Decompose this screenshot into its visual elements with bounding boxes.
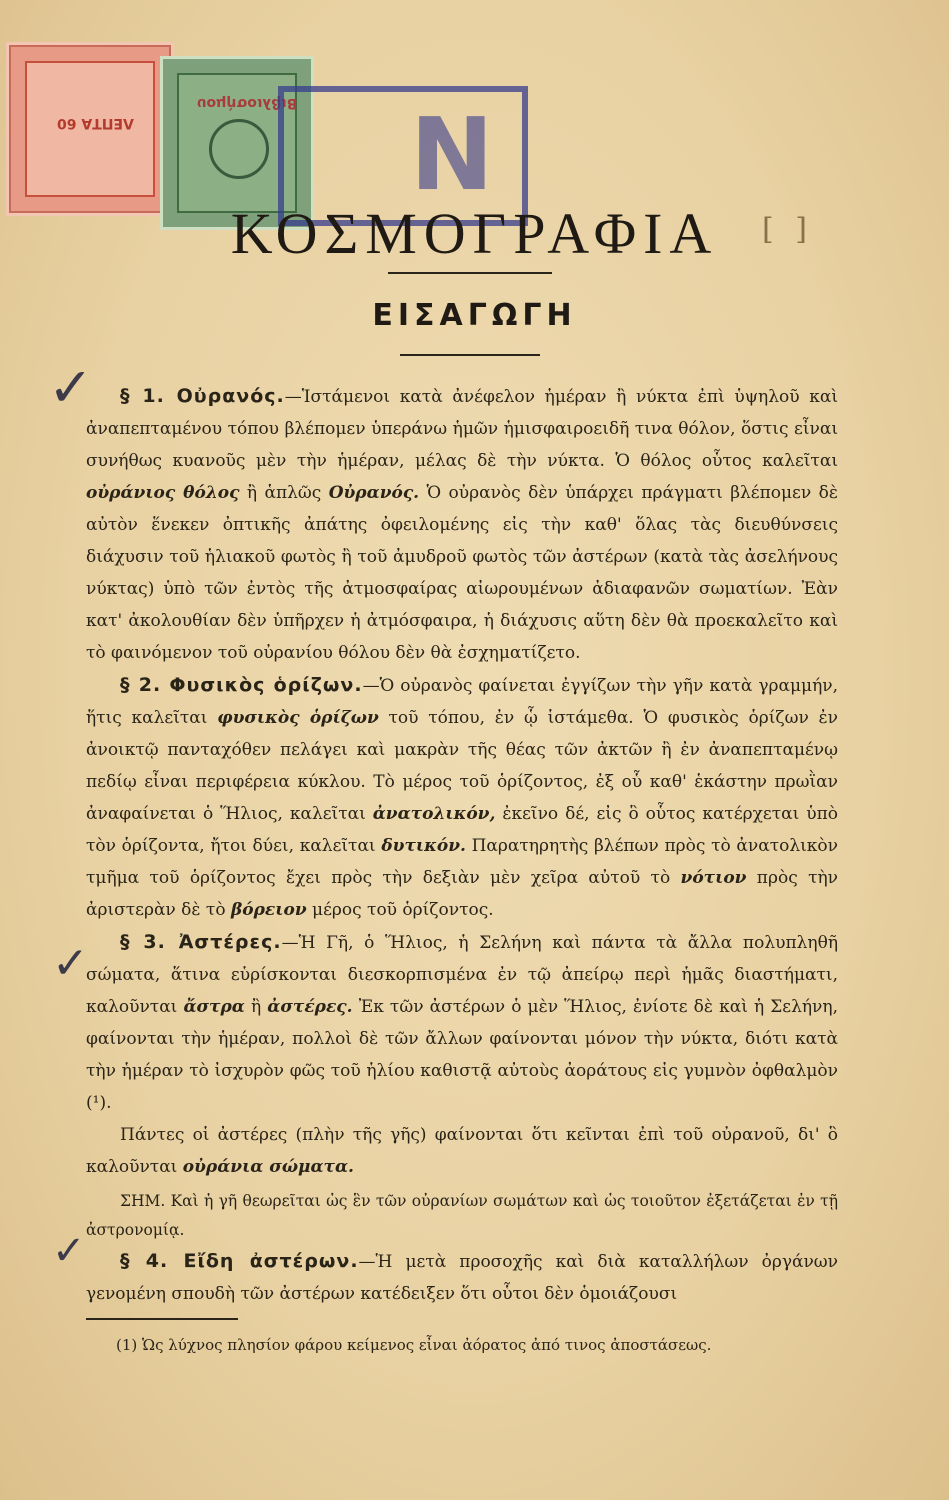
emphasis: φυσικὸς ὁρίζων bbox=[217, 708, 379, 728]
stamp-overprint: Βιβλιοσήμου bbox=[197, 95, 298, 111]
paragraph-section-2 bbox=[86, 669, 838, 926]
section-title: ΕΙΣΑΓΩΓΗ bbox=[372, 298, 577, 333]
note-paragraph: ΣΗΜ. Καὶ ἡ γῆ θεωρεῖται ὡς ἓν τῶν οὐρανίων σωμάτων καὶ ὡς τοιοῦτον ἐξετάζεται ἐν τῇ ἀστρονομίᾳ. bbox=[86, 1192, 838, 1239]
section-heading: § 2. Φυσικὸς ὁρίζων. bbox=[120, 674, 363, 696]
title-divider bbox=[388, 272, 552, 274]
text-run: Ἐκ τῶν ἀστέρων ὁ μὲν Ἥλιος, ἐνίοτε δὲ καὶ ἡ Σελήνη, φαίνονται τὴν ἡμέραν, πολλοὶ δὲ τῶν ἄλλων φαίνονται μόνον τὴν νύκτα, διότι κατὰ τὴν ἡμέραν τὸ ἰσχυρὸν φῶς τοῦ ἡλίου καθιστᾷ αὐτοὺς ἀοράτους εἰς γυμνὸν ὀφθαλμὸν (¹). bbox=[86, 997, 838, 1113]
text-run: Ὁ οὐρανὸς δὲν ὑπάρχει πράγματι βλέπομεν δὲ αὐτὸν ἕνεκεν ὀπτικῆς ἀπάτης ὀφειλομένης εἰς τὴν καθ' ὅλας τὰς διευθύνσεις διάχυσιν τοῦ ἡλιακοῦ φωτὸς ἢ τοῦ ἀμυδροῦ φωτὸς τῶν ἀστέρων (κατὰ τὰς ἀσελήνους νύκτας) ὑπὸ τῶν ἐντὸς τῆς ἀτμοσφαίρας αἰωρουμένων ἀδιαφανῶν σωματίων. Ἐὰν κατ' ἀκολουθίαν δὲν ὑπῆρχεν ἡ ἀτμόσφαιρα, ἡ διάχυσις αὕτη δὲν θὰ προεκαλεῖτο καὶ τὸ φαινόμενον τοῦ οὐρανίου θόλου δὲν θὰ ἐσχηματίζετο. bbox=[86, 483, 838, 663]
paragraph-section-4 bbox=[86, 1245, 838, 1310]
page-title: ΚΟΣΜΟΓΡΑΦΙΑ bbox=[230, 201, 719, 266]
stamp-emblem-icon bbox=[209, 119, 269, 179]
text-run: Παρατηρητὴς βλέπων πρὸς τὸ ἀνατολικὸν τμῆμα τοῦ ὁρίζοντος ἔχει πρὸς τὴν δεξιὰν μὲν χεῖρα αὐτοῦ τὸ bbox=[86, 836, 838, 888]
cancellation-letter: N bbox=[410, 96, 494, 213]
text-run: ἐκεῖνο δέ, εἰς ὃ οὗτος κατέρχεται ὑπὸ τὸν ὁρίζοντα, ἤτοι δύει, καλεῖται bbox=[86, 804, 838, 856]
revenue-stamp-red bbox=[6, 42, 174, 216]
paragraph-section-3 bbox=[86, 926, 838, 1119]
section-heading: § 4. Εἴδη ἀστέρων. bbox=[120, 1250, 359, 1272]
stamp-red-label: ΛΕΠΤΑ 60 bbox=[57, 115, 134, 131]
text-run: —Ὁ οὐρανὸς φαίνεται ἐγγίζων τὴν γῆν κατὰ γραμμήν, ἥτις καλεῖται bbox=[86, 676, 838, 728]
footnote-divider bbox=[86, 1318, 238, 1320]
text-run: —Ἡ Γῆ, ὁ Ἥλιος, ἡ Σελήνη καὶ πάντα τὰ ἄλλα πολυπληθῆ σώματα, ἅτινα εὑρίσκονται διεσκορπισμένα ἐν τῷ ἀπείρῳ περὶ ἡμᾶς διαστήματι, καλοῦνται bbox=[86, 933, 839, 1017]
handwritten-check-icon: ✓ bbox=[48, 356, 94, 419]
text-run: —Ἱστάμενοι κατὰ ἀνέφελον ἡμέραν ἢ νύκτα ἐπὶ ὑψηλοῦ καὶ ἀναπεπταμένου τόπου βλέπομεν ὑπεράνω ἡμῶν ἡμισφαιροειδῆ τινα θόλον, ὅστις εἶναι συνήθως κυανοῦς μὲν τὴν ἡμέραν, μέλας δὲ τὴν νύκτα. Ὁ θόλος οὗτος καλεῖται bbox=[86, 387, 838, 471]
emphasis: νότιον bbox=[680, 868, 747, 888]
emphasis: ἀνατολικόν, bbox=[372, 804, 496, 824]
section-heading: § 1. Οὐρανός. bbox=[120, 385, 285, 407]
emphasis: οὐράνιος θόλος bbox=[86, 483, 240, 503]
emphasis: βόρειον bbox=[230, 900, 307, 920]
emphasis: δυτικόν. bbox=[381, 836, 466, 856]
text-run: μέρος τοῦ ὁρίζοντος. bbox=[306, 900, 494, 920]
paragraph-section-1 bbox=[86, 380, 838, 669]
body-text bbox=[86, 380, 838, 1310]
emphasis: ἄστρα bbox=[183, 997, 245, 1017]
section-heading: § 3. Ἀστέρες. bbox=[120, 931, 282, 953]
subtitle-divider bbox=[400, 354, 540, 356]
page-mark-icon: [ ] bbox=[762, 212, 813, 247]
text-run: Πάντες οἱ ἀστέρες (πλὴν τῆς γῆς) φαίνονται ὅτι κεῖνται ἐπὶ τοῦ οὐρανοῦ, δι' ὃ καλοῦνται bbox=[86, 1125, 838, 1177]
text-run: πρὸς τὴν ἀριστερὰν δὲ τὸ bbox=[86, 868, 838, 920]
emphasis: οὐράνια σώματα. bbox=[182, 1157, 354, 1177]
paragraph-section-3-extra bbox=[86, 1119, 838, 1183]
handwritten-check-icon: ✓ bbox=[52, 938, 89, 989]
text-run: τοῦ τόπου, ἐν ᾧ ἱστάμεθα. Ὁ φυσικὸς ὁρίζων ἐν ἀνοικτῷ πανταχόθεν πελάγει καὶ μακρὰν τῆς θέας τῶν ἀκτῶν ἢ ἐν ἀναπεπταμένῳ πεδίῳ εἶναι περιφέρεια κύκλου. Τὸ μέρος τοῦ ὁρίζοντος, ἐξ οὗ καθ' ἑκάστην πρωῒαν ἀναφαίνεται ὁ Ἥλιος, καλεῖται bbox=[86, 708, 838, 824]
text-run: —Ἡ μετὰ προσοχῆς καὶ διὰ καταλλήλων ὀργάνων γενομένη σπουδὴ τῶν ἀστέρων κατέδειξεν ὅτι οὗτοι δὲν ὁμοιάζουσι bbox=[86, 1252, 838, 1304]
emphasis: Οὐρανός. bbox=[328, 483, 420, 503]
text-run: ἢ bbox=[244, 997, 268, 1017]
handwritten-check-icon: ✓ bbox=[52, 1228, 86, 1274]
emphasis: ἀστέρες. bbox=[267, 997, 353, 1017]
text-run: ἢ ἁπλῶς bbox=[239, 483, 329, 503]
footnote: (1) Ὡς λύχνος πλησίον φάρου κείμενος εἶναι ἀόρατος ἀπό τινος ἀποστάσεως. bbox=[116, 1336, 712, 1354]
